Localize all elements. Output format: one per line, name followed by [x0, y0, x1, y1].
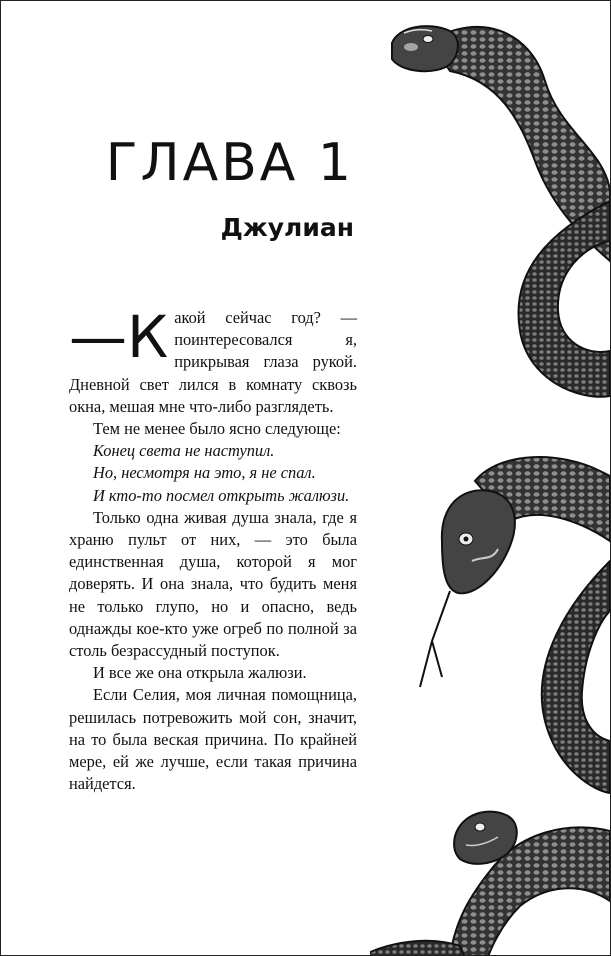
- snake-lower: [450, 812, 610, 956]
- paragraph-5: И кто-то посмел открыть жалюзи.: [93, 485, 350, 505]
- snake-middle: [420, 457, 610, 793]
- paragraph-2: Тем не менее было ясно следующе:: [93, 419, 341, 439]
- snake-bottom-coil: [370, 941, 465, 956]
- chapter-title: ГЛАВА 1: [105, 133, 354, 193]
- chapter-subtitle: Джулиан: [220, 213, 354, 242]
- paragraph-7: И все же она открыла жалюзи.: [93, 663, 307, 683]
- snake-upper: [392, 26, 610, 397]
- paragraph-1: —К акой сейчас год? — поинтересовался я, прикрывая глаза рукой. Дневной свет лился в комнату сквозь окна, мешая мне что-либо разглядеть.: [69, 303, 357, 416]
- paragraph-4: Но, несмотря на это, я не спал.: [93, 463, 316, 483]
- paragraph-8: Если Селия, моя личная помощница, решилась потревожить мой сон, значит, на то была веская причина. По крайней мере, ей же лучше, если такая причина найдется.: [69, 685, 357, 794]
- drop-cap: —К: [69, 303, 169, 371]
- paragraph-3: Конец света не наступил.: [93, 441, 275, 461]
- paragraph-6: Только одна живая душа знала, где я храню пульт от них, — это была единственная душа, которой я мог доверять. И она знала, что будить меня не только глупо, но и опасно, ведь однажды кое-кто уже огреб по полной за столь безрассудный поступок.: [69, 507, 357, 661]
- chapter-text: [69, 303, 357, 795]
- snake-illustration: [370, 1, 610, 956]
